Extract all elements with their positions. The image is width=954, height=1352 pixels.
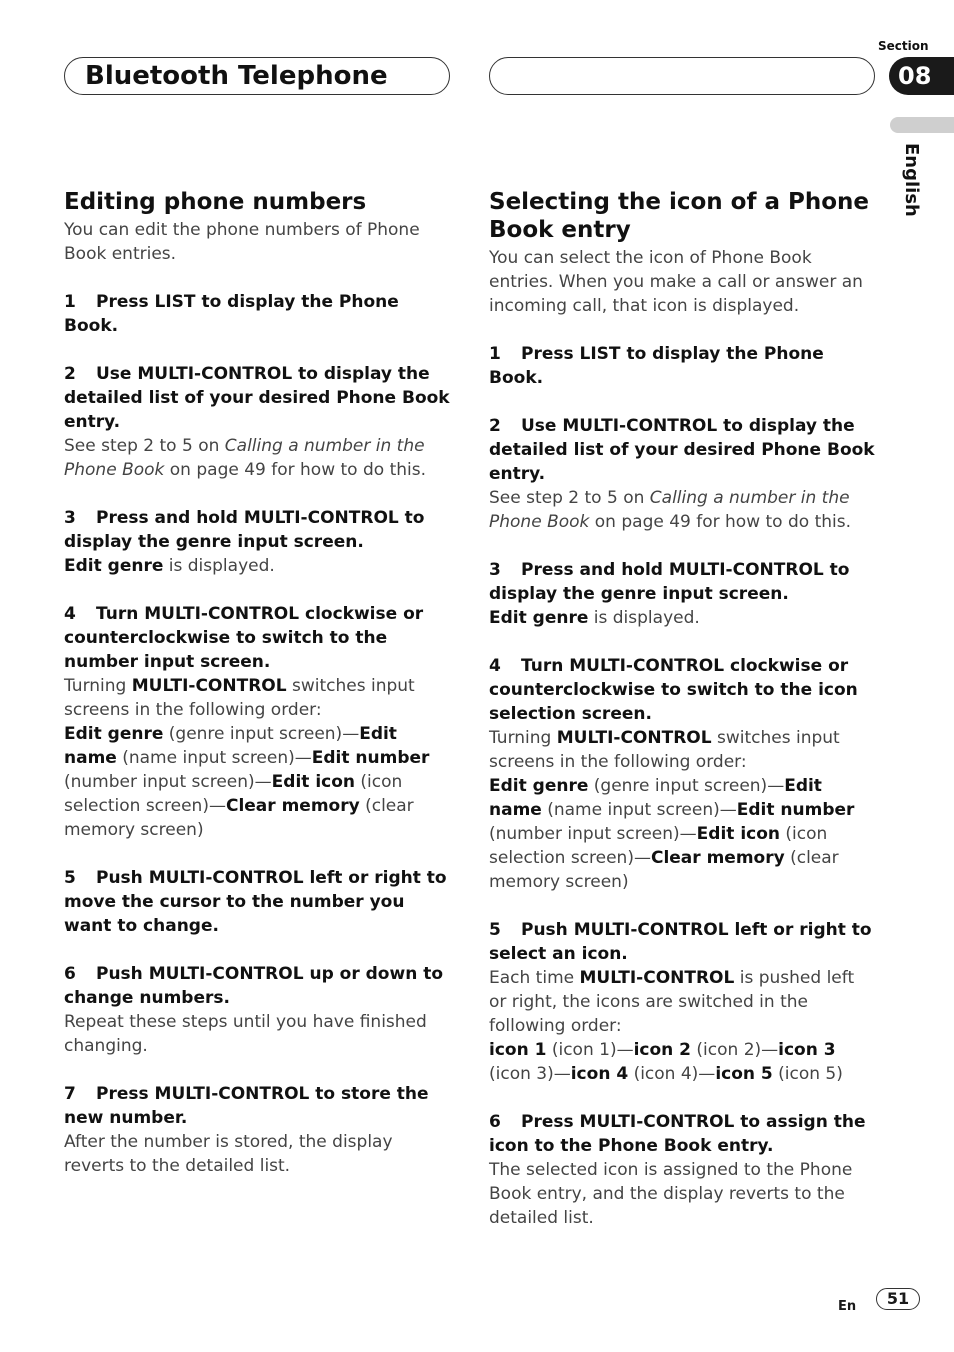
header-empty-box <box>489 57 875 95</box>
step-6: 6 Push MULTI-CONTROL up or down to change numbers. <box>64 964 444 1008</box>
page-title: Bluetooth Telephone <box>85 61 388 91</box>
step-5-order: icon 1 (icon 1)—icon 2 (icon 2)—icon 3 (icon 3)—icon 4 (icon 4)—icon 5 (icon 5) <box>489 1040 843 1084</box>
step-4: 4 Turn MULTI-CONTROL clockwise or counterclockwise to switch to the number input screen. <box>64 604 424 672</box>
step-4-body: Turning MULTI-CONTROL switches input screens in the following order: <box>64 676 415 720</box>
step-1: 1 Press LIST to display the Phone Book. <box>489 344 824 388</box>
step-1: 1 Press LIST to display the Phone Book. <box>64 292 399 336</box>
step-7-body: After the number is stored, the display reverts to the detailed list. <box>64 1132 393 1176</box>
intro-text: You can select the icon of Phone Book entries. When you make a call or answer an incoming call, that icon is displayed. <box>489 248 863 316</box>
section-label: Section <box>878 39 929 53</box>
step-4-body: Turning MULTI-CONTROL switches input screens in the following order: <box>489 728 840 772</box>
section-number-badge: 08 <box>889 57 954 95</box>
step-5-body: Each time MULTI-CONTROL is pushed left or right, the icons are switched in the following order: <box>489 968 855 1036</box>
step-5: 5 Push MULTI-CONTROL left or right to move the cursor to the number you want to change. <box>64 868 447 936</box>
step-6: 6 Press MULTI-CONTROL to assign the icon to the Phone Book entry. <box>489 1112 866 1156</box>
step-2-body: See step 2 to 5 on Calling a number in the Phone Book on page 49 for how to do this. <box>489 488 852 532</box>
step-4: 4 Turn MULTI-CONTROL clockwise or counterclockwise to switch to the icon selection screen. <box>489 656 858 724</box>
language-tab-label: English <box>901 143 922 217</box>
footer-language: En <box>838 1299 857 1314</box>
step-6-body: Repeat these steps until you have finished changing. <box>64 1012 427 1056</box>
step-4-order: Edit genre (genre input screen)—Edit name (name input screen)—Edit number (number input screen)—Edit icon (icon selection screen)—Clear memory (clear memory screen) <box>489 776 855 892</box>
page-reference: Calling a number in the Phone Book <box>489 488 850 532</box>
page-number: 51 <box>876 1288 920 1310</box>
step-2-body: See step 2 to 5 on Calling a number in the Phone Book on page 49 for how to do this. <box>64 436 427 480</box>
left-column <box>64 188 450 1178</box>
step-6-body: The selected icon is assigned to the Phone Book entry, and the display reverts to the detailed list. <box>489 1160 853 1228</box>
step-2: 2 Use MULTI-CONTROL to display the detailed list of your desired Phone Book entry. <box>64 364 450 432</box>
step-3: 3 Press and hold MULTI-CONTROL to display the genre input screen. <box>489 560 850 604</box>
step-3-body: Edit genre is displayed. <box>489 608 700 628</box>
page-reference: Calling a number in the Phone Book <box>64 436 425 480</box>
step-7: 7 Press MULTI-CONTROL to store the new number. <box>64 1084 429 1128</box>
intro-text: You can edit the phone numbers of Phone Book entries. <box>64 220 420 264</box>
language-tab-bar <box>890 117 954 133</box>
header-title-box <box>64 57 450 95</box>
step-3-body: Edit genre is displayed. <box>64 556 275 576</box>
step-3: 3 Press and hold MULTI-CONTROL to display the genre input screen. <box>64 508 425 552</box>
right-column <box>489 188 875 1230</box>
step-5: 5 Push MULTI-CONTROL left or right to select an icon. <box>489 920 872 964</box>
section-heading: Editing phone numbers <box>64 189 367 215</box>
section-heading: Selecting the icon of a Phone Book entry <box>489 189 870 243</box>
step-2: 2 Use MULTI-CONTROL to display the detailed list of your desired Phone Book entry. <box>489 416 875 484</box>
step-4-order: Edit genre (genre input screen)—Edit name (name input screen)—Edit number (number input screen)—Edit icon (icon selection screen)—Clear memory (clear memory screen) <box>64 724 430 840</box>
